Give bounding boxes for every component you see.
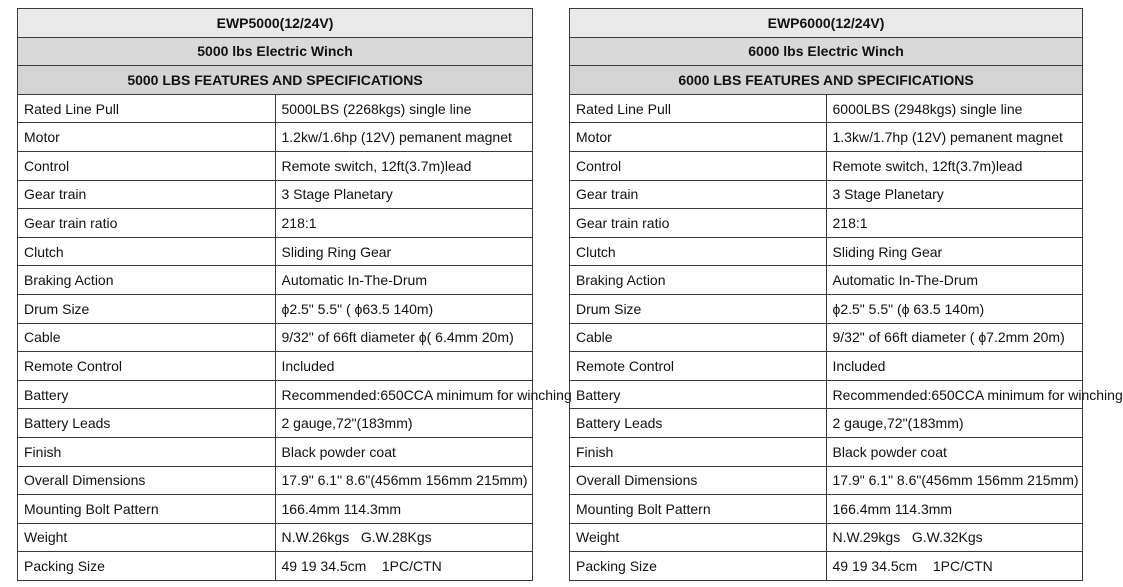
spec-label: Cable	[18, 323, 276, 352]
spec-value: Sliding Ring Gear	[826, 237, 1083, 266]
spec-value: Remote switch, 12ft(3.7m)lead	[826, 151, 1083, 180]
spec-value: 5000LBS (2268kgs) single line	[275, 94, 533, 123]
table-row	[570, 151, 1083, 180]
table-row	[570, 237, 1083, 266]
section-heading: 5000 LBS FEATURES AND SPECIFICATIONS	[18, 66, 533, 95]
spec-value: 218:1	[275, 209, 533, 238]
spec-label: Remote Control	[18, 352, 276, 381]
spec-value: 9/32" of 66ft diameter ϕ( 6.4mm 20m)	[275, 323, 533, 352]
spec-label: Weight	[18, 523, 276, 552]
subtitle-row	[570, 37, 1083, 66]
spec-value: Recommended:650CCA minimum for winching	[275, 380, 533, 409]
spec-label: Braking Action	[18, 266, 276, 295]
spec-value: 218:1	[826, 209, 1083, 238]
spec-label: Cable	[570, 323, 827, 352]
spec-value: ϕ2.5" 5.5" (ϕ 63.5 140m)	[826, 294, 1083, 323]
table-row	[18, 323, 533, 352]
spec-value: 1.2kw/1.6hp (12V) pemanent magnet	[275, 123, 533, 152]
table-row	[18, 237, 533, 266]
model-title: EWP6000(12/24V)	[570, 9, 1083, 38]
table-row	[18, 180, 533, 209]
spec-value: Recommended:650CCA minimum for winching	[826, 380, 1083, 409]
spec-label: Rated Line Pull	[570, 94, 827, 123]
table-row	[570, 380, 1083, 409]
spec-value: ϕ2.5" 5.5" ( ϕ63.5 140m)	[275, 294, 533, 323]
spec-label: Control	[570, 151, 827, 180]
spec-label: Gear train ratio	[570, 209, 827, 238]
spec-label: Packing Size	[18, 552, 276, 581]
table-row	[570, 180, 1083, 209]
spec-label: Clutch	[570, 237, 827, 266]
spec-table-ewp6000	[569, 8, 1123, 581]
table-row	[570, 409, 1083, 438]
spec-value: 6000LBS (2948kgs) single line	[826, 94, 1083, 123]
table-row	[18, 437, 533, 466]
spec-value: 3 Stage Planetary	[826, 180, 1083, 209]
spec-label: Battery Leads	[18, 409, 276, 438]
spec-label: Finish	[18, 437, 276, 466]
table-row	[18, 523, 533, 552]
table-row	[570, 294, 1083, 323]
table-row	[570, 209, 1083, 238]
spec-label: Motor	[18, 123, 276, 152]
table-row	[18, 209, 533, 238]
table-row	[570, 495, 1083, 524]
spec-value: Black powder coat	[826, 437, 1083, 466]
spec-label: Mounting Bolt Pattern	[570, 495, 827, 524]
table-row	[570, 323, 1083, 352]
title-row	[570, 9, 1083, 38]
spec-label: Mounting Bolt Pattern	[18, 495, 276, 524]
spec-value: 17.9" 6.1" 8.6"(456mm 156mm 215mm)	[826, 466, 1083, 495]
spec-label: Overall Dimensions	[570, 466, 827, 495]
spec-value: Sliding Ring Gear	[275, 237, 533, 266]
spec-label: Remote Control	[570, 352, 827, 381]
table-row	[570, 466, 1083, 495]
spec-label: Gear train	[18, 180, 276, 209]
spec-value: Black powder coat	[275, 437, 533, 466]
model-title: EWP5000(12/24V)	[18, 9, 533, 38]
spec-value: 49 19 34.5cm 1PC/CTN	[275, 552, 533, 581]
title-row	[18, 9, 533, 38]
table-row	[18, 294, 533, 323]
spec-label: Braking Action	[570, 266, 827, 295]
table-row	[18, 495, 533, 524]
spec-value: 166.4mm 114.3mm	[275, 495, 533, 524]
spec-value: 17.9" 6.1" 8.6"(456mm 156mm 215mm)	[275, 466, 533, 495]
spec-label: Battery	[570, 380, 827, 409]
section-row	[570, 66, 1083, 95]
spec-label: Battery Leads	[570, 409, 827, 438]
spec-label: Battery	[18, 380, 276, 409]
table-row	[18, 409, 533, 438]
table-row	[570, 123, 1083, 152]
spec-label: Rated Line Pull	[18, 94, 276, 123]
spec-value: 9/32" of 66ft diameter ( ϕ7.2mm 20m)	[826, 323, 1083, 352]
spec-table-ewp5000	[17, 8, 572, 581]
table-row	[570, 552, 1083, 581]
table-row	[18, 151, 533, 180]
subtitle-row	[18, 37, 533, 66]
table-row	[570, 352, 1083, 381]
spec-value: Included	[275, 352, 533, 381]
table-row	[570, 437, 1083, 466]
table-row	[18, 352, 533, 381]
spec-value: 49 19 34.5cm 1PC/CTN	[826, 552, 1083, 581]
spec-label: Finish	[570, 437, 827, 466]
section-heading: 6000 LBS FEATURES AND SPECIFICATIONS	[570, 66, 1083, 95]
table-row	[18, 552, 533, 581]
spec-value: 3 Stage Planetary	[275, 180, 533, 209]
spec-table-body	[570, 9, 1123, 581]
table-row	[570, 266, 1083, 295]
spec-table-body	[18, 9, 572, 581]
spec-label: Drum Size	[570, 294, 827, 323]
section-row	[18, 66, 533, 95]
spec-label: Motor	[570, 123, 827, 152]
table-row	[570, 523, 1083, 552]
product-subtitle: 5000 lbs Electric Winch	[18, 37, 533, 66]
spec-value: N.W.26kgs G.W.28Kgs	[275, 523, 533, 552]
spec-label: Packing Size	[570, 552, 827, 581]
spec-value: Included	[826, 352, 1083, 381]
table-row	[18, 123, 533, 152]
spec-value: 2 gauge,72"(183mm)	[275, 409, 533, 438]
spec-label: Drum Size	[18, 294, 276, 323]
spec-value: 2 gauge,72"(183mm)	[826, 409, 1083, 438]
spec-label: Clutch	[18, 237, 276, 266]
spec-value: Automatic In-The-Drum	[275, 266, 533, 295]
table-row	[18, 94, 533, 123]
spec-value: 166.4mm 114.3mm	[826, 495, 1083, 524]
product-subtitle: 6000 lbs Electric Winch	[570, 37, 1083, 66]
table-row	[18, 380, 533, 409]
table-row	[18, 466, 533, 495]
spec-label: Control	[18, 151, 276, 180]
spec-value: 1.3kw/1.7hp (12V) pemanent magnet	[826, 123, 1083, 152]
spec-value: N.W.29kgs G.W.32Kgs	[826, 523, 1083, 552]
spec-label: Gear train ratio	[18, 209, 276, 238]
spec-label: Overall Dimensions	[18, 466, 276, 495]
spec-label: Gear train	[570, 180, 827, 209]
table-row	[570, 94, 1083, 123]
table-row	[18, 266, 533, 295]
spec-label: Weight	[570, 523, 827, 552]
spec-value: Automatic In-The-Drum	[826, 266, 1083, 295]
spec-value: Remote switch, 12ft(3.7m)lead	[275, 151, 533, 180]
